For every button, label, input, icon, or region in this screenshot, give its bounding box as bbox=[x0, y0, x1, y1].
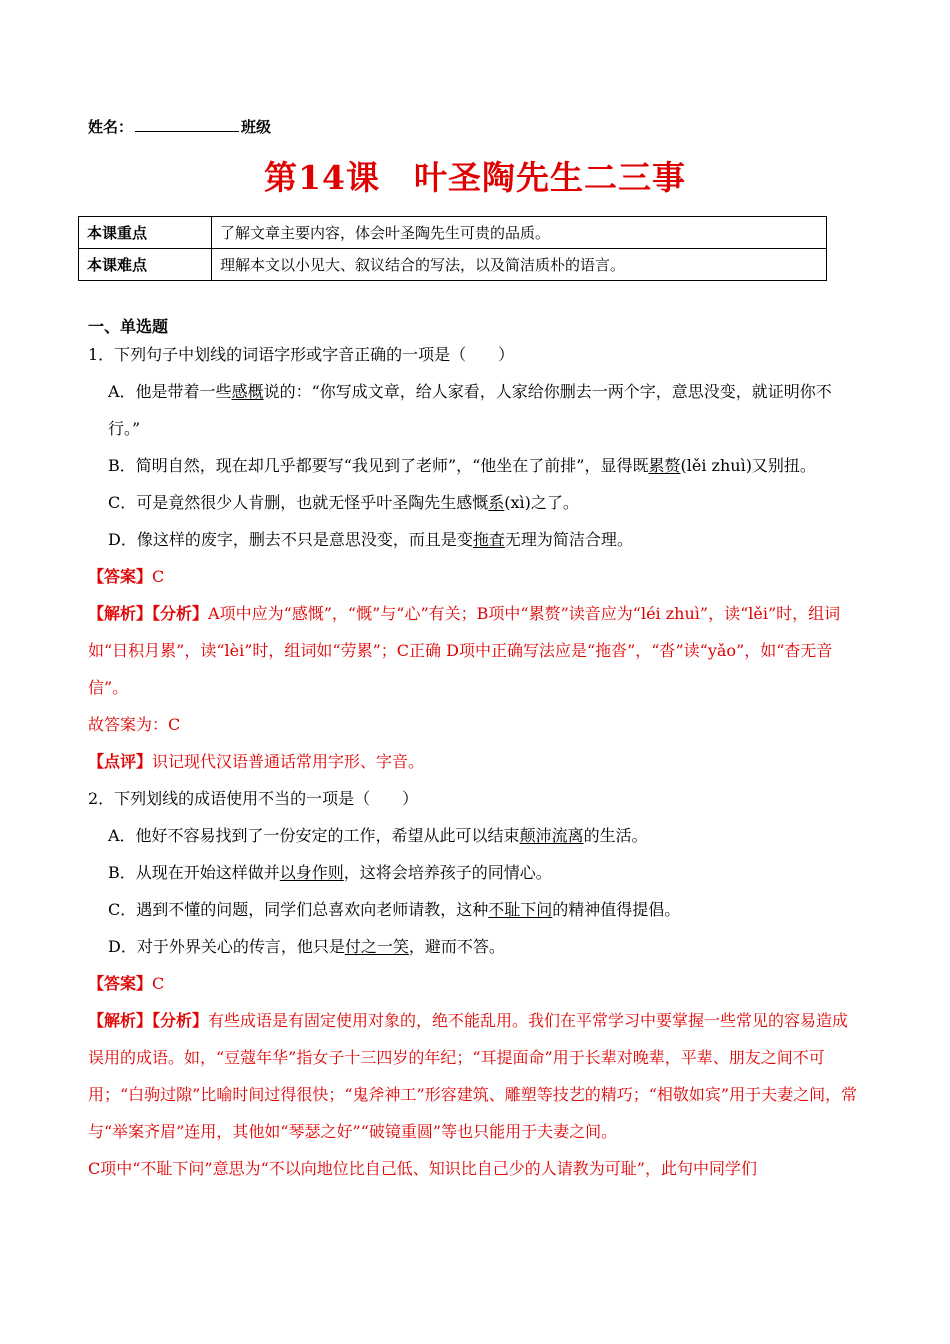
question-1-analysis bbox=[88, 595, 862, 706]
option-text: ，这将会培养孩子的同情心。 bbox=[343, 863, 552, 882]
objectives-table bbox=[78, 216, 827, 281]
option-text: C．可是竟然很少人肯删，也就无怪乎叶圣陶先生感慨 bbox=[108, 493, 489, 512]
option-text: 说的：“你写成文章，给人家看，人家给你删去一两个字，意思没变，就证明你不行。” bbox=[108, 382, 832, 438]
option-text: A．他好不容易找到了一份安定的工作，希望从此可以结束 bbox=[108, 826, 520, 845]
comment-tag: 【点评】 bbox=[88, 752, 153, 771]
answer-tag: 【答案】 bbox=[88, 567, 153, 586]
objective-value: 了解文章主要内容，体会叶圣陶先生可贵的品质。 bbox=[212, 217, 827, 249]
option-text: ，避而不答。 bbox=[408, 937, 505, 956]
option-text: C．遇到不懂的问题，同学们总喜欢向老师请教，这种 bbox=[108, 900, 489, 919]
analysis-text: 有些成语是有固定使用对象的，绝不能乱用。我们在平常学习中要掌握一些常见的容易造成误用的成语。如，“豆蔻年华”指女子十三四岁的年纪；“耳提面命”用于长辈对晚辈，平辈、朋友之间不可用；“白驹过隙”比喻时间过得很快；“鬼斧神工”形容建筑、雕塑等技艺的精巧；“相敬如宾”用于夫妻之间，常与“举案齐眉”连用，其他如“琴瑟之好”“破镜重圆”等也只能用于夫妻之间。 bbox=[88, 1011, 858, 1141]
name-blank[interactable] bbox=[135, 117, 239, 132]
class-label: 班级 bbox=[241, 118, 272, 136]
underlined-word: 颠沛流离 bbox=[519, 826, 584, 845]
comment-text: 识记现代汉语普通话常用字形、字音。 bbox=[152, 752, 425, 771]
underlined-word: 拖査 bbox=[472, 530, 505, 549]
question-1-final: 故答案为：C bbox=[88, 715, 181, 734]
answer-tag: 【答案】 bbox=[88, 974, 153, 993]
question-2-analysis-continued: C项中“不耻下问”意思为“不以向地位比自己低、知识比自己少的人请教为可耻”，此句中同学们 bbox=[88, 1159, 757, 1178]
question-1-answer bbox=[88, 558, 862, 595]
option-text: D．对于外界关心的传言，他只是 bbox=[108, 937, 345, 956]
question-1-option-c bbox=[88, 484, 862, 521]
option-text: 无理为简洁合理。 bbox=[504, 530, 633, 549]
analysis-tag: 【解析】【分析】 bbox=[88, 604, 209, 623]
underlined-word: 以身作则 bbox=[279, 863, 344, 882]
option-text: B．简明自然，现在却几乎都要写“我见到了老师”，“他坐在了前排”，显得既 bbox=[108, 456, 649, 475]
underlined-word: 付之一笑 bbox=[344, 937, 409, 956]
objective-key: 本课难点 bbox=[79, 249, 212, 281]
lesson-title: 第14课 叶圣陶先生二三事 bbox=[264, 158, 686, 197]
question-2-answer bbox=[88, 965, 862, 1002]
option-text: A．他是带着一些 bbox=[108, 382, 232, 401]
option-text: (lěi zhuì)又别扭。 bbox=[680, 456, 816, 475]
question-2-option-d bbox=[88, 928, 862, 965]
question-2-option-b bbox=[88, 854, 862, 891]
question-1-comment bbox=[88, 743, 862, 780]
section-title: 一、单选题 bbox=[88, 317, 169, 336]
underlined-word: 感概 bbox=[231, 382, 264, 401]
underlined-word: 累赘 bbox=[648, 456, 681, 475]
objective-value: 理解本文以小见大、叙议结合的写法，以及简洁质朴的语言。 bbox=[212, 249, 827, 281]
question-1-option-a bbox=[88, 373, 862, 447]
question-1-stem: 1．下列句子中划线的词语字形或字音正确的一项是（ ） bbox=[88, 345, 515, 364]
name-label: 姓名： bbox=[88, 118, 134, 136]
question-2-stem: 2．下列划线的成语使用不当的一项是（ ） bbox=[88, 789, 419, 808]
question-2-analysis bbox=[88, 1002, 862, 1150]
table-row bbox=[79, 249, 827, 281]
analysis-text: A项中应为“感慨”，“慨”与“心”有关；B项中“累赘”读音应为“léi zhuì”，读“lěi”时，组词如“日积月累”，读“lèi”时，组词如“劳累”；C正确 D项中正确写法应是“拖沓”，“沓”读“yǎo”，如“杳无音信”。 bbox=[88, 604, 841, 697]
option-text: 的生活。 bbox=[583, 826, 648, 845]
option-text: 的精神值得提倡。 bbox=[552, 900, 681, 919]
name-class-line bbox=[88, 116, 271, 137]
underlined-word: 系 bbox=[488, 493, 505, 512]
question-2-option-a bbox=[88, 817, 862, 854]
answer-value: C bbox=[152, 567, 165, 586]
analysis-tag: 【解析】【分析】 bbox=[88, 1011, 209, 1030]
table-row bbox=[79, 217, 827, 249]
question-1-option-b bbox=[88, 447, 862, 484]
question-2-option-c bbox=[88, 891, 862, 928]
questions-body bbox=[88, 336, 862, 1187]
answer-value: C bbox=[152, 974, 165, 993]
underlined-word: 不耻下问 bbox=[488, 900, 553, 919]
question-1-option-d bbox=[88, 521, 862, 558]
objective-key: 本课重点 bbox=[79, 217, 212, 249]
option-text: B．从现在开始这样做并 bbox=[108, 863, 280, 882]
option-text: (xì)之了。 bbox=[504, 493, 579, 512]
option-text: D．像这样的废字，删去不只是意思没变，而且是变 bbox=[108, 530, 473, 549]
